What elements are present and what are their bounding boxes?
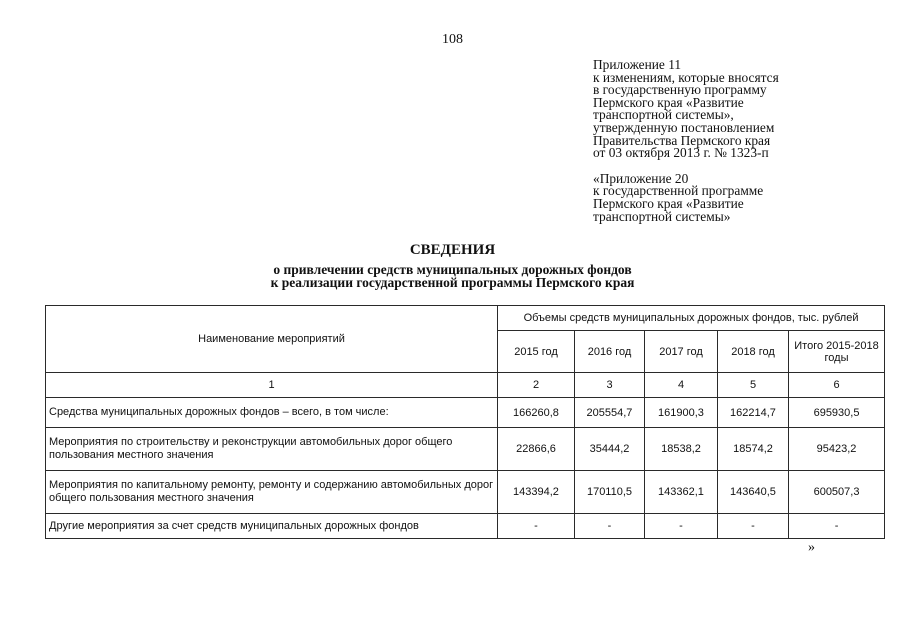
appendix-line: от 03 октября 2013 г. № 1323-п [593,145,769,161]
appendix-sub-line: «Приложение 20 [593,170,689,186]
appendix-line: Приложение 11 [593,57,682,72]
appendix-sub-line: транспортной системы» [593,208,731,224]
header-row [46,306,885,331]
row-name: Другие мероприятия за счет средств муниципальных дорожных фондов [46,514,498,539]
column-number: 6 [789,373,885,398]
cell-value: - [718,514,789,539]
table-row [46,514,885,539]
cell-value: - [498,514,575,539]
column-number: 2 [498,373,575,398]
column-number: 5 [718,373,789,398]
subtitle-line: к реализации государственной программы Пермского края [270,275,635,290]
subtitle-line: о привлечении средств муниципальных дорожных фондов [273,262,632,277]
cell-value: 205554,7 [575,398,645,428]
name-column-header: Наименование мероприятий [46,306,498,373]
cell-value: 143362,1 [645,471,718,514]
cell-value: 22866,6 [498,428,575,471]
year-header: 2017 год [645,331,718,373]
cell-value: - [789,514,885,539]
appendix-line: к изменениям, которые вносятся [593,69,779,85]
column-number: 3 [575,373,645,398]
year-header: 2015 год [498,331,575,373]
appendix-line: Правительства Пермского края [593,132,771,148]
row-name: Средства муниципальных дорожных фондов – всего, в том числе: [46,398,498,428]
cell-value: 170110,5 [575,471,645,514]
cell-value: 18538,2 [645,428,718,471]
appendix-sub-line: Пермского края «Развитие [593,195,744,211]
cell-value: 161900,3 [645,398,718,428]
table-row [46,471,885,514]
table-row [46,428,885,471]
cell-value: 600507,3 [789,471,885,514]
cell-value: 162214,7 [718,398,789,428]
year-header: 2018 год [718,331,789,373]
appendix-line: транспортной системы», [593,107,734,123]
volume-group-header: Объемы средств муниципальных дорожных фондов, тыс. рублей [498,306,885,331]
row-name: Мероприятия по строительству и реконструкции автомобильных дорог общего пользования местного значения [46,428,498,471]
cell-value: 95423,2 [789,428,885,471]
cell-value: 166260,8 [498,398,575,428]
closing-quote: » [808,540,815,555]
cell-value: 143640,5 [718,471,789,514]
document-title: СВЕДЕНИЯ [409,242,496,258]
cell-value: 35444,2 [575,428,645,471]
cell-value: - [645,514,718,539]
appendix-line: в государственную программу [593,82,767,98]
appendix-line: Пермского края «Развитие [593,94,744,110]
cell-value: - [575,514,645,539]
cell-value: 695930,5 [789,398,885,428]
appendix-line: утвержденную постановлением [593,119,775,135]
cell-value: 143394,2 [498,471,575,514]
column-number: 1 [46,373,498,398]
appendix-header [593,59,779,223]
column-number: 4 [645,373,718,398]
table-row [46,398,885,428]
document-subtitle [0,263,905,289]
page-number: 108 [442,32,463,47]
total-header: Итого 2015-2018 годы [789,331,885,373]
funds-table [45,305,885,539]
row-name: Мероприятия по капитальному ремонту, ремонту и содержанию автомобильных дорог общего пользования местного значения [46,471,498,514]
column-number-row [46,373,885,398]
year-header: 2016 год [575,331,645,373]
cell-value: 18574,2 [718,428,789,471]
appendix-sub-line: к государственной программе [593,183,764,199]
